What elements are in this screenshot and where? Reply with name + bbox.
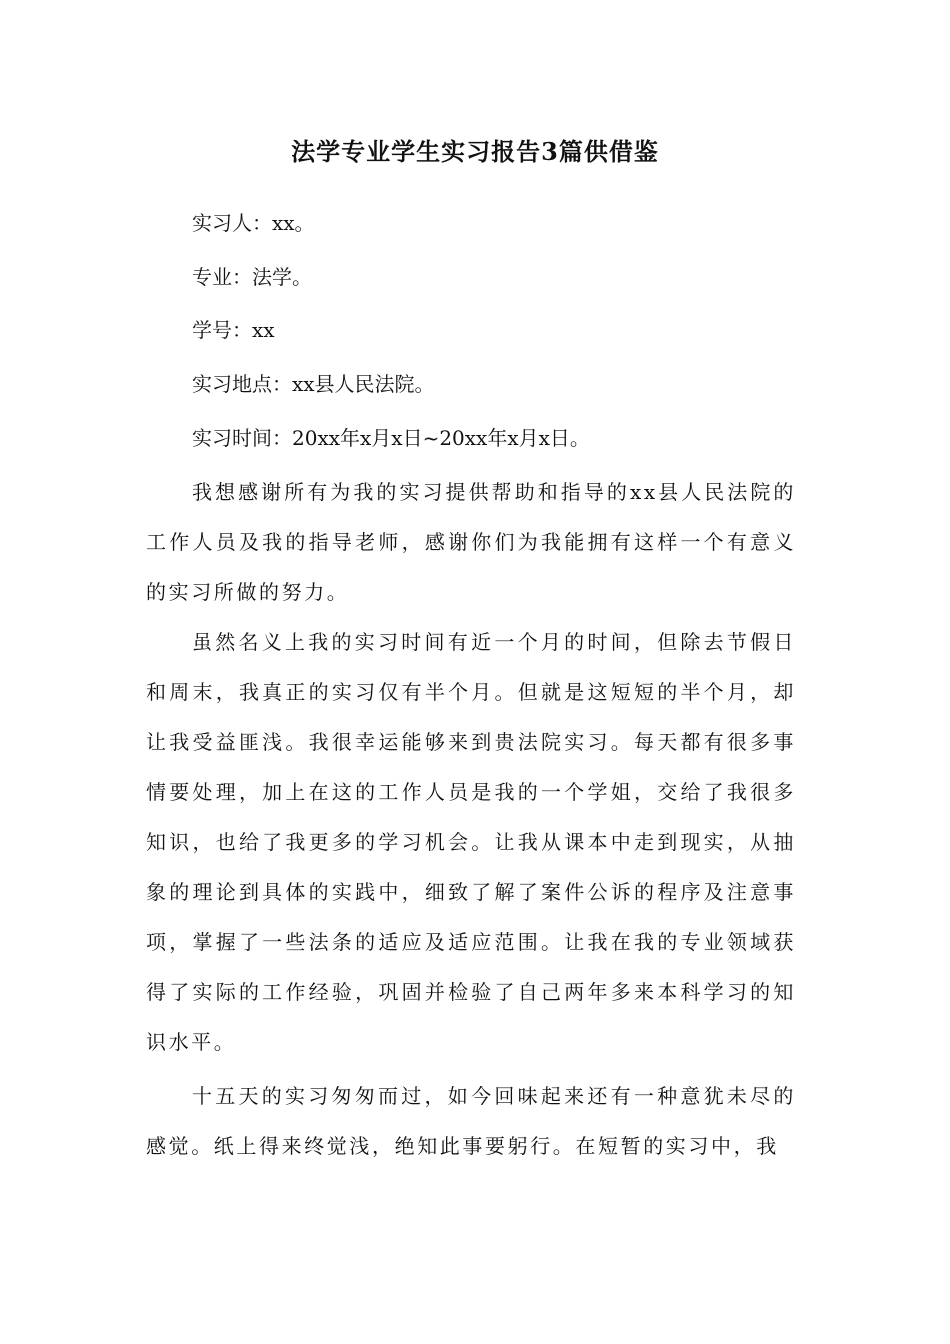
meta-major: 专业：法学。: [192, 265, 312, 289]
meta-location: 实习地点：xx县人民法院。: [192, 372, 435, 396]
meta-period: 实习时间：20xx年x月x日~20xx年x月x日。: [192, 426, 590, 450]
paragraph-thanks: 我想感谢所有为我的实习提供帮助和指导的xx县人民法院的工作人员及我的指导老师，感谢你们为我能拥有这样一个有意义的实习所做的努力。: [146, 480, 796, 604]
document-title: 法学专业学生实习报告3篇供借鉴: [291, 137, 659, 166]
meta-student-id: 学号：xx: [192, 318, 275, 342]
paragraph-reflection: 十五天的实习匆匆而过，如今回味起来还有一种意犹未尽的感觉。纸上得来终觉浅，绝知此事要躬行。在短暂的实习中，我: [146, 1084, 796, 1158]
meta-intern: 实习人：xx。: [192, 211, 315, 235]
paragraph-experience: 虽然名义上我的实习时间有近一个月的时间，但除去节假日和周末，我真正的实习仅有半个月。但就是这短短的半个月，却让我受益匪浅。我很幸运能够来到贵法院实习。每天都有很多事情要处理，加上在这的工作人员是我的一个学姐，交给了我很多知识，也给了我更多的学习机会。让我从课本中走到现实，从抽象的理论到具体的实践中，细致了解了案件公诉的程序及注意事项，掌握了一些法条的适应及适应范围。让我在我的专业领域获得了实际的工作经验，巩固并检验了自己两年多来本科学习的知识水平。: [146, 630, 796, 1054]
